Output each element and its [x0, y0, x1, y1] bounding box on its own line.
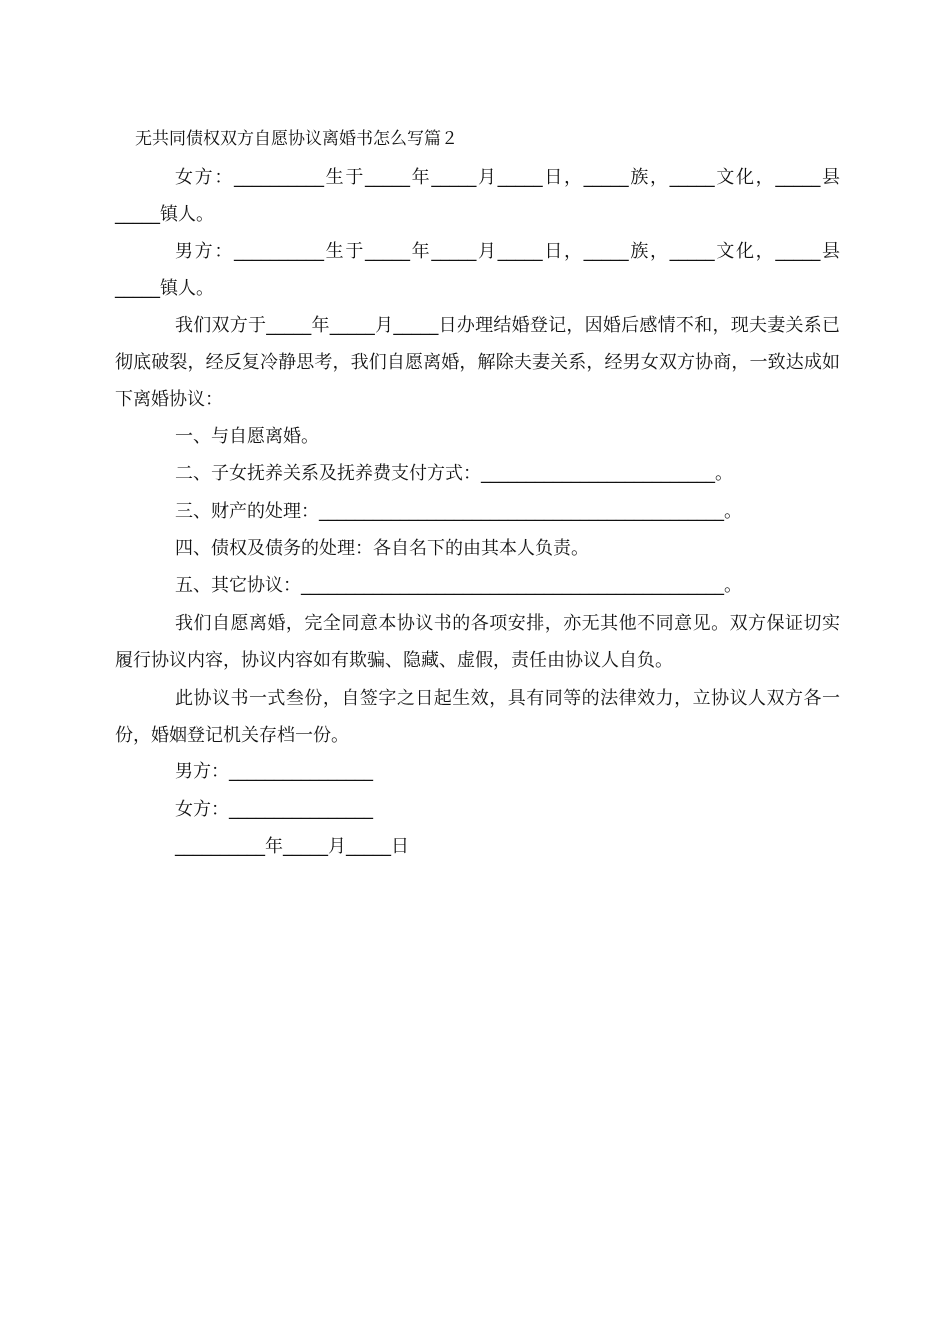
- agreement-paragraph: 我们自愿离婚，完全同意本协议书的各项安排，亦无其他不同意见。双方保证切实履行协议内容，协议内容如有欺骗、隐藏、虚假，责任由协议人自负。: [115, 613, 840, 671]
- signature-date-line: __________年_____月_____日: [175, 836, 409, 857]
- clause-3: 三、财产的处理：_____________________________________________。: [175, 501, 742, 522]
- clause-5: 五、其它协议：_______________________________________________。: [175, 575, 742, 596]
- male-signature-line: 男方：________________: [175, 761, 373, 782]
- female-party-info: 女方：__________生于_____年_____月_____日，_____族，_____文化，_____县_____镇人。: [115, 167, 840, 225]
- document-title: 无共同债权双方自愿协议离婚书怎么写篇２: [135, 129, 458, 149]
- validity-paragraph: 此协议书一式叁份，自签字之日起生效，具有同等的法律效力，立协议人双方各一份，婚姻登记机关存档一份。: [115, 688, 840, 746]
- male-party-info: 男方：__________生于_____年_____月_____日，_____族，_____文化，_____县_____镇人。: [115, 241, 840, 299]
- clause-2: 二、子女抚养关系及抚养费支付方式：__________________________。: [175, 463, 733, 484]
- female-signature-line: 女方：________________: [175, 799, 373, 820]
- intro-paragraph: 我们双方于_____年_____月_____日办理结婚登记，因婚后感情不和，现夫妻关系已彻底破裂，经反复冷静思考，我们自愿离婚，解除夫妻关系，经男女双方协商，一致达成如下离婚协议：: [115, 315, 840, 410]
- clause-4: 四、债权及债务的处理：各自名下的由其本人负责。: [175, 538, 589, 559]
- clause-1: 一、与自愿离婚。: [175, 426, 319, 447]
